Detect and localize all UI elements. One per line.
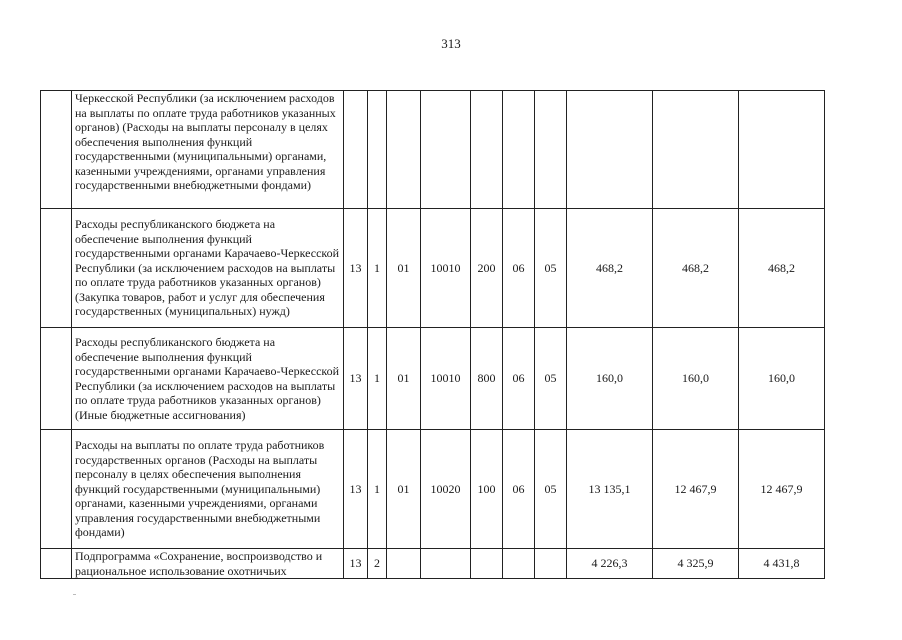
- row-description: Расходы республиканского бюджета на обеспечение выполнения функций государственными органами Карачаево-Черкесской Республики (за исключением расходов на выплаты по оплате труда работников указанных органов) (Закупка товаров, работ и услуг для обеспечения государственных (муниципальных) нужд): [72, 209, 344, 328]
- code-cell: [535, 91, 567, 209]
- code-cell: 10020: [421, 430, 471, 549]
- code-cell: [471, 91, 503, 209]
- code-cell: [471, 549, 503, 579]
- amount-cell: 13 135,1: [567, 430, 653, 549]
- code-cell: 200: [471, 209, 503, 328]
- blank-cell: [41, 209, 72, 328]
- amount-cell: [567, 91, 653, 209]
- code-cell: 100: [471, 430, 503, 549]
- table-row: [41, 328, 825, 430]
- blank-cell: [41, 430, 72, 549]
- budget-table: [40, 90, 825, 579]
- code-cell: 13: [344, 328, 368, 430]
- amount-cell: [739, 91, 825, 209]
- code-cell: 01: [387, 430, 421, 549]
- table-row: [41, 91, 825, 209]
- amount-cell: 160,0: [739, 328, 825, 430]
- amount-cell: 160,0: [567, 328, 653, 430]
- amount-cell: 4 431,8: [739, 549, 825, 579]
- row-description: Подпрограмма «Сохранение, воспроизводство и рациональное использование охотничьих: [72, 549, 344, 579]
- code-cell: [503, 91, 535, 209]
- code-cell: 05: [535, 328, 567, 430]
- page-number: 313: [441, 36, 461, 51]
- code-cell: 01: [387, 328, 421, 430]
- code-cell: [368, 91, 387, 209]
- code-cell: 05: [535, 209, 567, 328]
- amount-cell: [653, 91, 739, 209]
- code-cell: 13: [344, 430, 368, 549]
- code-cell: 800: [471, 328, 503, 430]
- table-row: [41, 209, 825, 328]
- amount-cell: 468,2: [567, 209, 653, 328]
- code-cell: 01: [387, 209, 421, 328]
- blank-cell: [41, 328, 72, 430]
- code-cell: 13: [344, 549, 368, 579]
- code-cell: [535, 549, 567, 579]
- code-cell: 2: [368, 549, 387, 579]
- code-cell: [387, 549, 421, 579]
- code-cell: 1: [368, 430, 387, 549]
- code-cell: 05: [535, 430, 567, 549]
- code-cell: [421, 549, 471, 579]
- code-cell: 1: [368, 328, 387, 430]
- amount-cell: 468,2: [653, 209, 739, 328]
- code-cell: 06: [503, 430, 535, 549]
- row-description: Расходы республиканского бюджета на обеспечение выполнения функций государственными органами Карачаево-Черкесской Республики (за исключением расходов на выплаты по оплате труда работников указанных органов) (Иные бюджетные ассигнования): [72, 328, 344, 430]
- code-cell: [421, 91, 471, 209]
- code-cell: [387, 91, 421, 209]
- code-cell: [503, 549, 535, 579]
- code-cell: 13: [344, 209, 368, 328]
- amount-cell: 12 467,9: [739, 430, 825, 549]
- code-cell: 06: [503, 209, 535, 328]
- amount-cell: 468,2: [739, 209, 825, 328]
- table-row: [41, 549, 825, 579]
- code-cell: 1: [368, 209, 387, 328]
- blank-cell: [41, 549, 72, 579]
- scan-speck: [73, 594, 76, 595]
- code-cell: 06: [503, 328, 535, 430]
- code-cell: 10010: [421, 209, 471, 328]
- table-row: [41, 430, 825, 549]
- amount-cell: 12 467,9: [653, 430, 739, 549]
- amount-cell: 4 226,3: [567, 549, 653, 579]
- row-description: Расходы на выплаты по оплате труда работников государственных органов (Расходы на выплаты персоналу в целях обеспечения выполнения функций государственными (муниципальными) органами, казенными учреждениями, органами управления государственными внебюджетными фондами): [72, 430, 344, 549]
- amount-cell: 4 325,9: [653, 549, 739, 579]
- code-cell: [344, 91, 368, 209]
- code-cell: 10010: [421, 328, 471, 430]
- blank-cell: [41, 91, 72, 209]
- row-description: Черкесской Республики (за исключением расходов на выплаты по оплате труда работников указанных органов) (Расходы на выплаты персоналу в целях обеспечения выполнения функций государственными (муниципальными) органами, казенными учреждениями, органами управления государственными внебюджетными фондами): [72, 91, 344, 209]
- amount-cell: 160,0: [653, 328, 739, 430]
